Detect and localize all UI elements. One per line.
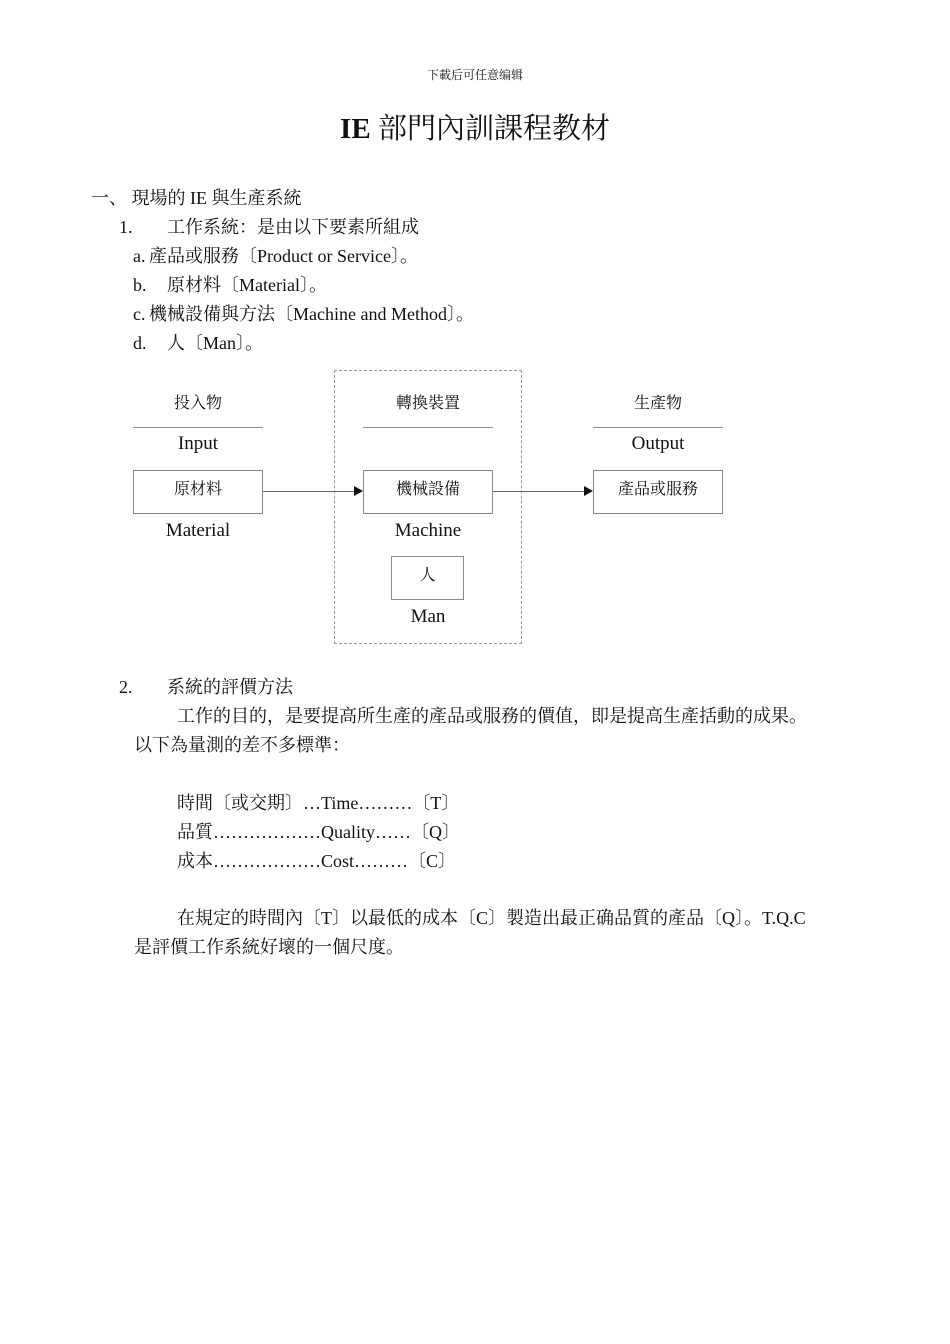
header-note: 下載后可任意编辑 — [426, 68, 523, 82]
material-sub: Material — [165, 520, 231, 541]
subitem-d-text: 人〔Man〕。 — [167, 333, 263, 353]
man-sub: Man — [410, 606, 446, 627]
subitem-c-label: c. — [133, 304, 146, 324]
item1-text: 工作系統：是由以下要素所組成 — [167, 217, 419, 237]
product-box — [593, 470, 723, 514]
item2-text: 系統的評價方法 — [167, 677, 293, 697]
subitem-d-label: d. — [133, 333, 147, 353]
input-header: 投入物 — [173, 393, 222, 412]
measure-time: 時間〔或交期〕…Time………〔T〕 — [177, 793, 460, 813]
subitem-b-label: b. — [133, 275, 147, 295]
product-box-label: 產品或服務 — [617, 479, 698, 498]
arrow-input-to-machine — [263, 491, 355, 492]
title-rest: 部門內訓課程教材 — [370, 113, 610, 145]
title-prefix: IE — [340, 113, 371, 145]
transform-header: 轉換裝置 — [395, 393, 460, 412]
arrowhead-input-to-machine — [354, 486, 363, 496]
output-divider — [593, 427, 723, 428]
output-en: Output — [631, 433, 685, 454]
machine-box — [363, 470, 493, 514]
man-box — [391, 556, 464, 600]
output-header: 生產物 — [633, 393, 682, 412]
input-en: Input — [177, 433, 219, 454]
material-box — [133, 470, 263, 514]
item1-number: 1. — [119, 217, 133, 237]
subitem-b-text: 原材料〔Material〕。 — [167, 275, 327, 295]
para1-line2: 以下為量測的差不多標準： — [134, 735, 350, 755]
item2-number: 2. — [119, 677, 133, 697]
para2-line1: 在規定的時間內〔T〕以最低的成本〔C〕製造出最正确品質的產品〔Q〕。T.Q.C — [177, 908, 806, 928]
para1-line1: 工作的目的，是要提高所生產的產品或服務的價值，即是提高生產括動的成果。 — [177, 706, 807, 726]
machine-box-label: 機械設備 — [395, 479, 460, 498]
man-box-label: 人 — [419, 565, 436, 584]
arrowhead-machine-to-output — [584, 486, 593, 496]
page-title — [0, 106, 950, 147]
machine-sub: Machine — [394, 520, 462, 541]
arrow-machine-to-output — [493, 491, 585, 492]
material-box-label: 原材料 — [173, 479, 222, 498]
section1-heading: 一、 現場的 IE 與生產系統 — [91, 188, 302, 208]
subitem-a-label: a. — [133, 246, 146, 266]
input-divider — [133, 427, 263, 428]
measure-cost: 成本………………Cost………〔C〕 — [177, 851, 457, 871]
para2-line2: 是評價工作系統好壞的一個尺度。 — [134, 937, 404, 957]
subitem-c-text: 機械設備與方法〔Machine and Method〕。 — [149, 304, 474, 324]
measure-quality: 品質………………Quality……〔Q〕 — [177, 822, 460, 842]
subitem-a-text: 產品或服務〔Product or Service〕。 — [149, 246, 418, 266]
transform-divider — [363, 427, 493, 428]
